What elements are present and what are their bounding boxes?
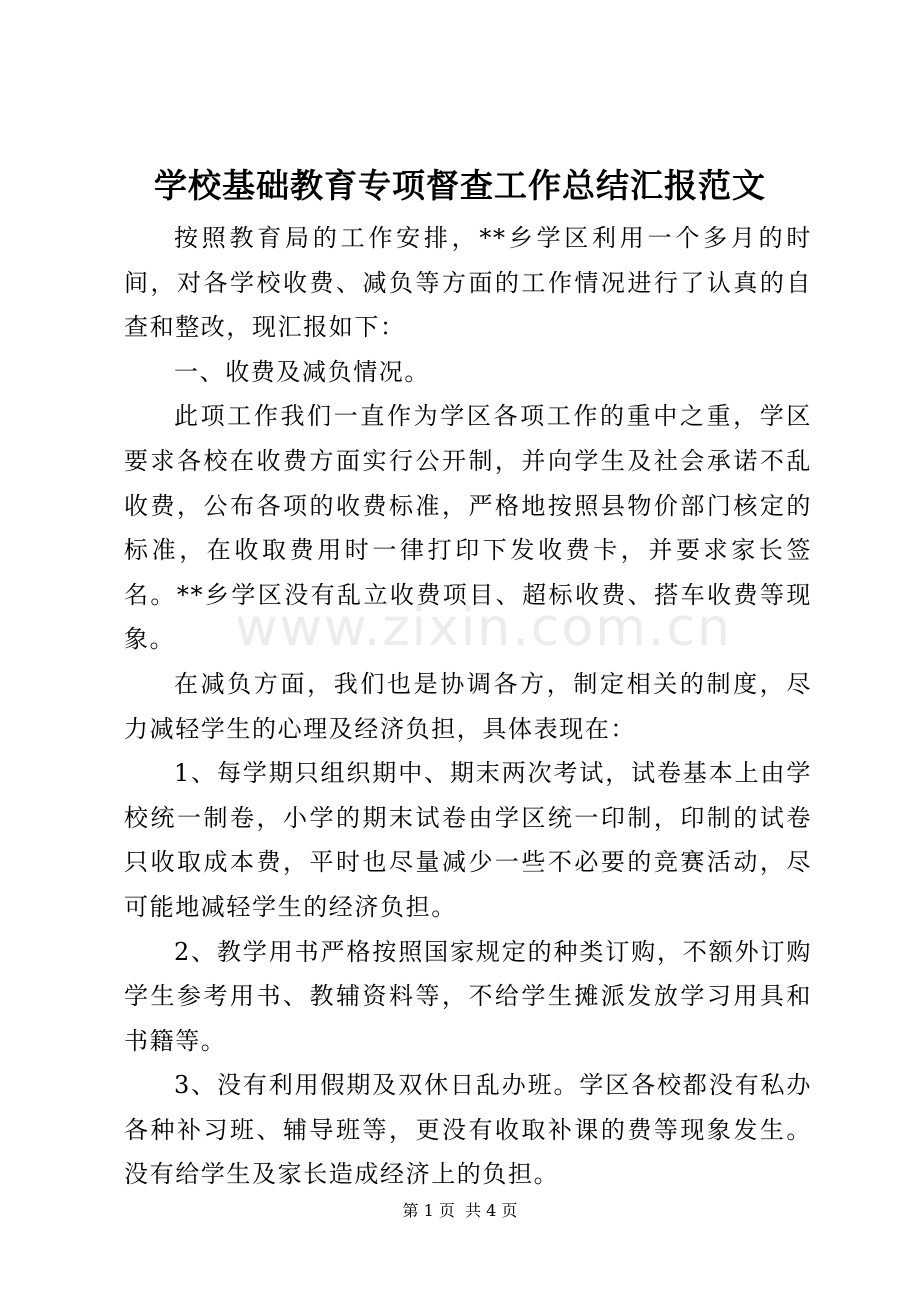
list-item-2: 2、教学用书严格按照国家规定的种类订购，不额外订购学生参考用书、教辅资料等，不给学生摊派发放学习用具和书籍等。 — [124, 937, 812, 1055]
list-item-3: 3、没有利用假期及双休日乱办班。学区各校都没有私办各种补习班、辅导班等，更没有收取补课的费等现象发生。没有给学生及家长造成经济上的负担。 — [124, 1071, 812, 1189]
paragraph-fees: 此项工作我们一直作为学区各项工作的重中之重，学区要求各校在收费方面实行公开制，并向学生及社会承诺不乱收费，公布各项的收费标准，严格地按照县物价部门核定的标准，在收取费用时一律打印下发收费卡，并要求家长签名。**乡学区没有乱立收费项目、超标收费、搭车收费等现象。 — [124, 402, 812, 654]
page-footer: 第 1 页 共 4 页 — [402, 1201, 518, 1220]
paragraph-intro: 按照教育局的工作安排，**乡学区利用一个多月的时间，对各学校收费、减负等方面的工作情况进行了认真的自查和整改，现汇报如下： — [124, 224, 812, 342]
section-heading: 一、收费及减负情况。 — [174, 357, 430, 386]
document-title: 学校基础教育专项督查工作总结汇报范文 — [154, 166, 766, 205]
document-body — [124, 216, 812, 1197]
list-item-1: 1、每学期只组织期中、期末两次考试，试卷基本上由学校统一制卷，小学的期末试卷由学区统一印制，印制的试卷只收取成本费，平时也尽量减少一些不必要的竞赛活动，尽可能地减轻学生的经济负担。 — [124, 759, 812, 921]
paragraph-burden: 在减负方面，我们也是协调各方，制定相关的制度，尽力减轻学生的心理及经济负担，具体表现在： — [124, 669, 812, 743]
watermark: www.zixin.com.cn — [235, 598, 732, 658]
